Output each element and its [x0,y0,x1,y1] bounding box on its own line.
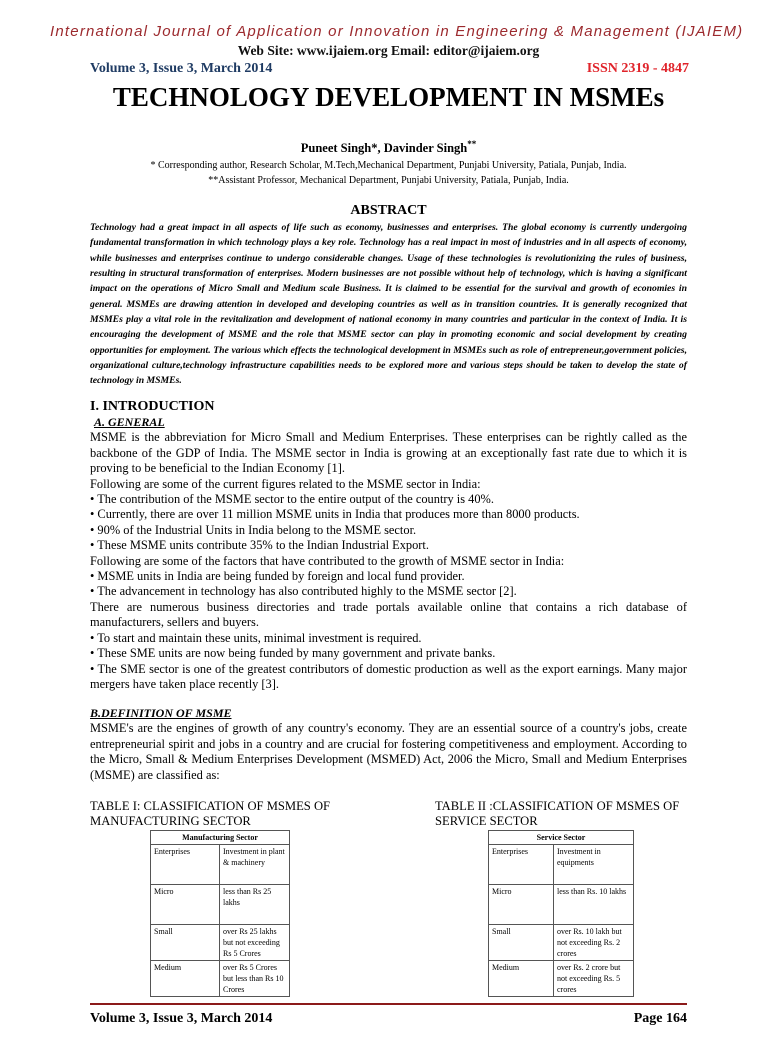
footer-page-number: Page 164 [633,1010,687,1026]
table-row [151,960,290,996]
table-row [489,960,634,996]
table-cell: over Rs. 2 crore but not exceeding Rs. 5 crores [554,960,634,996]
journal-name: International Journal of Application or Innovation in Engineering & Management (IJAIEM) [50,23,744,40]
table-row [151,844,290,884]
affiliation-2: **Assistant Professor, Mechanical Department, Punjabi University, Patiala, Punjab, India. [208,175,569,187]
table-cell: Small [151,924,220,960]
journal-website: Web Site: www.ijaiem.org Email: editor@ijaiem.org [237,43,540,58]
table-cell: Medium [151,960,220,996]
definition-heading: B.DEFINITION OF MSME [90,706,232,721]
table-cell: Investment in plant & machinery [220,844,290,884]
intro-line: Following are some of the factors that have contributed to the growth of MSME sector in India: [90,553,565,568]
table1-block [90,799,380,997]
intro-line: • The SME sector is one of the greatest contributors of domestic production as well as the export earnings. Many major mergers have taken place recently [3]. [90,661,687,691]
affiliations [90,158,687,188]
authors [90,136,687,156]
intro-line: • The advancement in technology has also contributed highly to the MSME sector [2]. [90,584,517,599]
issn: ISSN 2319 - 4847 [586,61,689,76]
intro-line: Following are some of the current figures related to the MSME sector in India: [90,476,481,491]
footer-divider [90,1003,687,1005]
intro-line: • MSME units in India are being funded by foreign and local fund provider. [90,569,465,584]
intro-line: MSME is the abbreviation for Micro Small and Medium Enterprises. These enterprises can be rightly called as the backbone of the GDP of India. The MSME sector in India is growing at an exceptionally fast rate due to which it is proving to be beneficial to the Indian Economy [1]. [90,430,687,476]
table1-header: Manufacturing Sector [151,830,290,844]
table-cell: Enterprises [489,844,554,884]
intro-line: • These SME units are now being funded by many government and private banks. [90,646,496,661]
table-cell: Small [489,924,554,960]
footer-volume: Volume 3, Issue 3, March 2014 [90,1010,273,1026]
table-cell: Investment in equipments [554,844,634,884]
author-names: Puneet Singh*, Davinder Singh [300,141,468,156]
intro-line: There are numerous business directories and trade portals available online that contains a rich database of manufacturers, sellers and buyers. [90,599,687,630]
tables-row [90,799,687,997]
paper-page [50,0,744,1058]
table-cell: Medium [489,960,554,996]
table-row [489,844,634,884]
table-cell: less than Rs. 10 lakhs [554,884,634,924]
table1 [150,830,290,997]
footer [90,997,687,1058]
paper-title: TECHNOLOGY DEVELOPMENT IN MSMEs [112,82,665,112]
intro-line: • These MSME units contribute 35% to the Indian Industrial Export. [90,538,429,553]
table-row [151,924,290,960]
volume-row [90,60,687,78]
table2-caption: TABLE II :CLASSIFICATION OF MSMES OF SERVICE SECTOR [435,798,680,828]
table2-header: Service Sector [489,830,634,844]
main-body [90,398,687,783]
abstract-heading: ABSTRACT [350,203,427,219]
intro-line: • To start and maintain these units, minimal investment is required. [90,630,422,645]
general-subheading: A. GENERAL [94,415,165,430]
intro-heading: I. INTRODUCTION [90,399,215,415]
table-cell: over Rs 25 lakhs but not exceeding Rs 5 Crores [220,924,290,960]
affiliation-1: * Corresponding author, Research Scholar, M.Tech,Mechanical Department, Punjabi University, Patiala, Punjab, India. [150,160,627,172]
table-cell: over Rs. 10 lakh but not exceeding Rs. 2 crores [554,924,634,960]
intro-line: • Currently, there are over 11 million MSME units in India that produces more than 8000 products. [90,507,580,522]
definition-text: MSME's are the engines of growth of any country's economy. They are an essential source of a country's jobs, create entrepreneurial spirit and jobs in a country and are crucial for fostering competitiveness and employment. According to the Micro, Small & Medium Enterprises Development (MSMED) Act, 2006 the Micro, Small and Medium Enterprises (MSME) are classified as: [90,721,687,782]
table-row [489,884,634,924]
table-cell: over Rs 5 Crores but less than Rs 10 Crores [220,960,290,996]
table-cell: Enterprises [151,844,220,884]
table2 [488,830,634,997]
table-row [151,884,290,924]
table1-caption: TABLE I: CLASSIFICATION OF MSMES OF MANUFACTURING SECTOR [90,798,331,828]
table-cell: Micro [151,884,220,924]
footer-row [90,1010,687,1058]
table-cell: less than Rs 25 lakhs [220,884,290,924]
abstract-text: Technology had a great impact in all aspects of life such as economy, businesses and enterprises. The global economy is currently undergoing fundamental transformation in which technology plays a key role. Technology has a real impact in most of industries and in all aspects of economy, while businesses and enterprises continue to undergo considerable changes. Usage of these technologies is revolutionizing the rules of business, resulting in structural transformation of enterprises. Modern businesses are not possible without help of technology, which is having a significant impact on the operations of Micro Small and Medium scale Business. It is claimed to be essential for the survival and growth of economies in general. MSMEs are drawing attention in developed and developing countries as well as in transition countries. It is generally recognized that MSMEs play a vital role in the revitalization and development of national economy in many countries and particular in the context of India. It is encouraging the development of MSME and the role that MSME sector can play in promoting economic and social development by creating opportunities for employment. The various which effects the technological development in MSMEs such as role of entrepreneur,government policies, organizational culture,technology infrastructure capabilities needs to be explored more and various steps should be taken to develop the state of technology in MSMEs. [90,222,687,387]
table-cell: Micro [489,884,554,924]
table2-block [435,799,687,997]
author-sup: ** [467,139,477,149]
volume-info: Volume 3, Issue 3, March 2014 [90,61,273,76]
table-row [489,924,634,960]
intro-line: • The contribution of the MSME sector to the entire output of the country is 40%. [90,492,494,507]
intro-line: • 90% of the Industrial Units in India belong to the MSME sector. [90,522,417,537]
